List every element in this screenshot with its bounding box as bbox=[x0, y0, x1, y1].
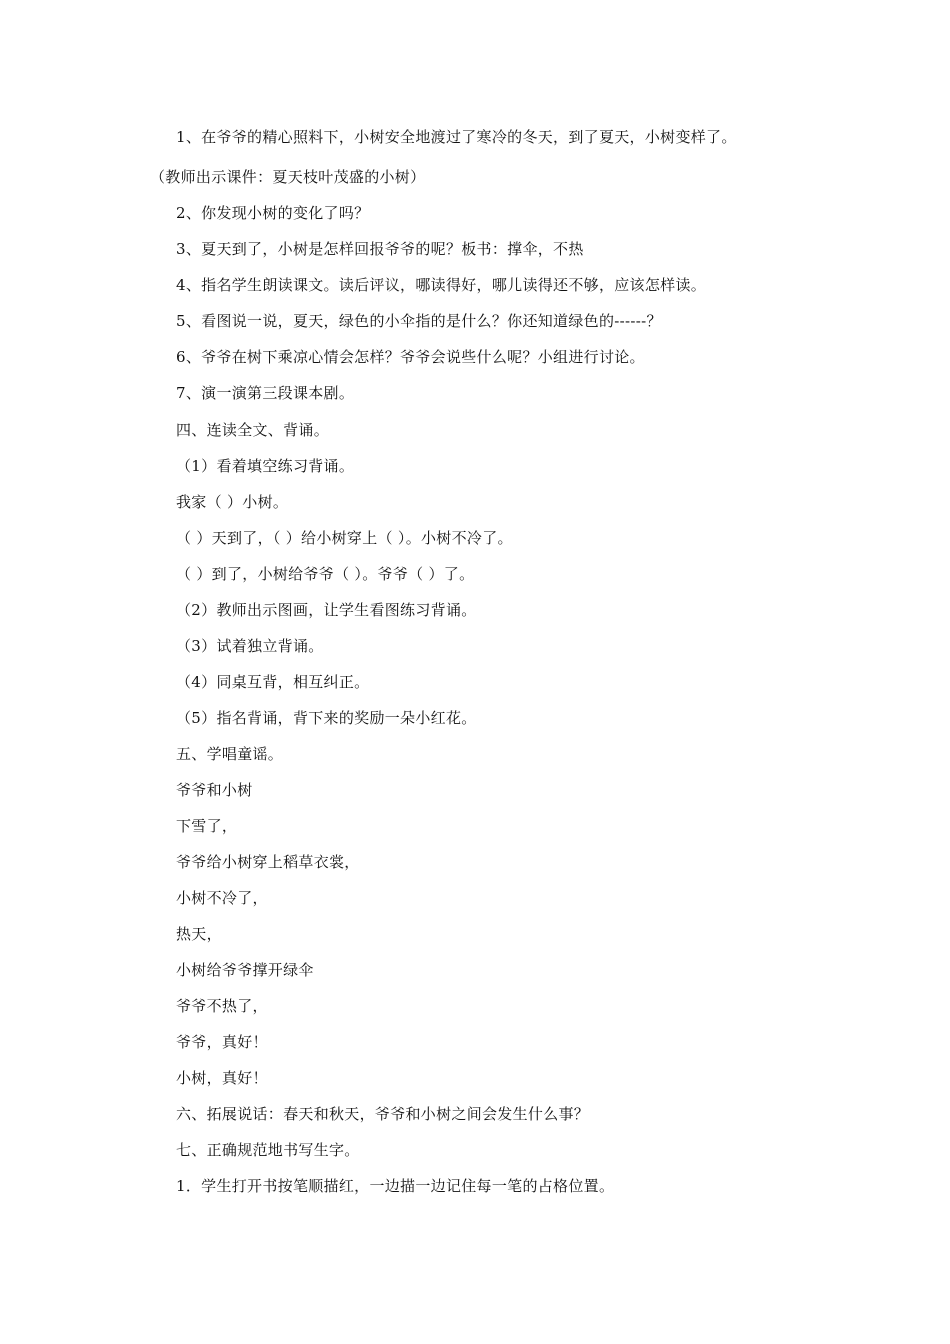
section-heading: 七、正确规范地书写生字。 bbox=[176, 1141, 360, 1159]
song-line: 小树不冷了， bbox=[176, 889, 268, 907]
song-line: 爷爷，真好！ bbox=[176, 1033, 268, 1051]
text-line: 3、夏天到了，小树是怎样回报爷爷的呢？板书：撑伞，不热 bbox=[176, 240, 584, 258]
section-heading: 四、连读全文、背诵。 bbox=[176, 421, 330, 439]
text-line: （5）指名背诵，背下来的奖励一朵小红花。 bbox=[176, 709, 477, 727]
song-line: 小树给爷爷撑开绿伞 bbox=[176, 961, 314, 979]
song-line: 下雪了， bbox=[176, 817, 238, 835]
section-heading: 六、拓展说话：春天和秋天，爷爷和小树之间会发生什么事？ bbox=[176, 1105, 590, 1123]
fill-blank-line: 我家（ ）小树。 bbox=[176, 493, 289, 511]
song-line: 爷爷给小树穿上稻草衣裳， bbox=[176, 853, 360, 871]
song-line: 小树，真好！ bbox=[176, 1069, 268, 1087]
text-line: 1．学生打开书按笔顺描红，一边描一边记住每一笔的占格位置。 bbox=[176, 1177, 615, 1195]
text-line: 2、你发现小树的变化了吗？ bbox=[176, 204, 370, 222]
text-line: 4、指名学生朗读课文。读后评议，哪读得好，哪儿读得还不够，应该怎样读。 bbox=[176, 276, 707, 294]
song-line: 热天， bbox=[176, 925, 222, 943]
fill-blank-line: （ ）天到了，（ ）给小树穿上（ ）。小树不冷了。 bbox=[176, 529, 513, 547]
song-line: 爷爷不热了， bbox=[176, 997, 268, 1015]
song-title: 爷爷和小树 bbox=[176, 781, 253, 799]
text-line: （2）教师出示图画，让学生看图练习背诵。 bbox=[176, 601, 477, 619]
text-line: （1）看着填空练习背诵。 bbox=[176, 457, 355, 475]
text-line: （4）同桌互背，相互纠正。 bbox=[176, 673, 370, 691]
fill-blank-line: （ ）到了，小树给爷爷（ ）。爷爷（ ）了。 bbox=[176, 565, 475, 583]
text-line: 6、爷爷在树下乘凉心情会怎样？爷爷会说些什么呢？小组进行讨论。 bbox=[176, 348, 645, 366]
text-line: （教师出示课件：夏天枝叶茂盛的小树） bbox=[150, 168, 426, 186]
text-line: 5、看图说一说，夏天，绿色的小伞指的是什么？你还知道绿色的------？ bbox=[176, 312, 662, 330]
section-heading: 五、学唱童谣。 bbox=[176, 745, 284, 763]
text-line: 7、演一演第三段课本剧。 bbox=[176, 384, 355, 402]
text-line: （3）试着独立背诵。 bbox=[176, 637, 324, 655]
text-line: 1、在爷爷的精心照料下，小树安全地渡过了寒冷的冬天，到了夏天，小树变样了。 bbox=[176, 128, 737, 146]
